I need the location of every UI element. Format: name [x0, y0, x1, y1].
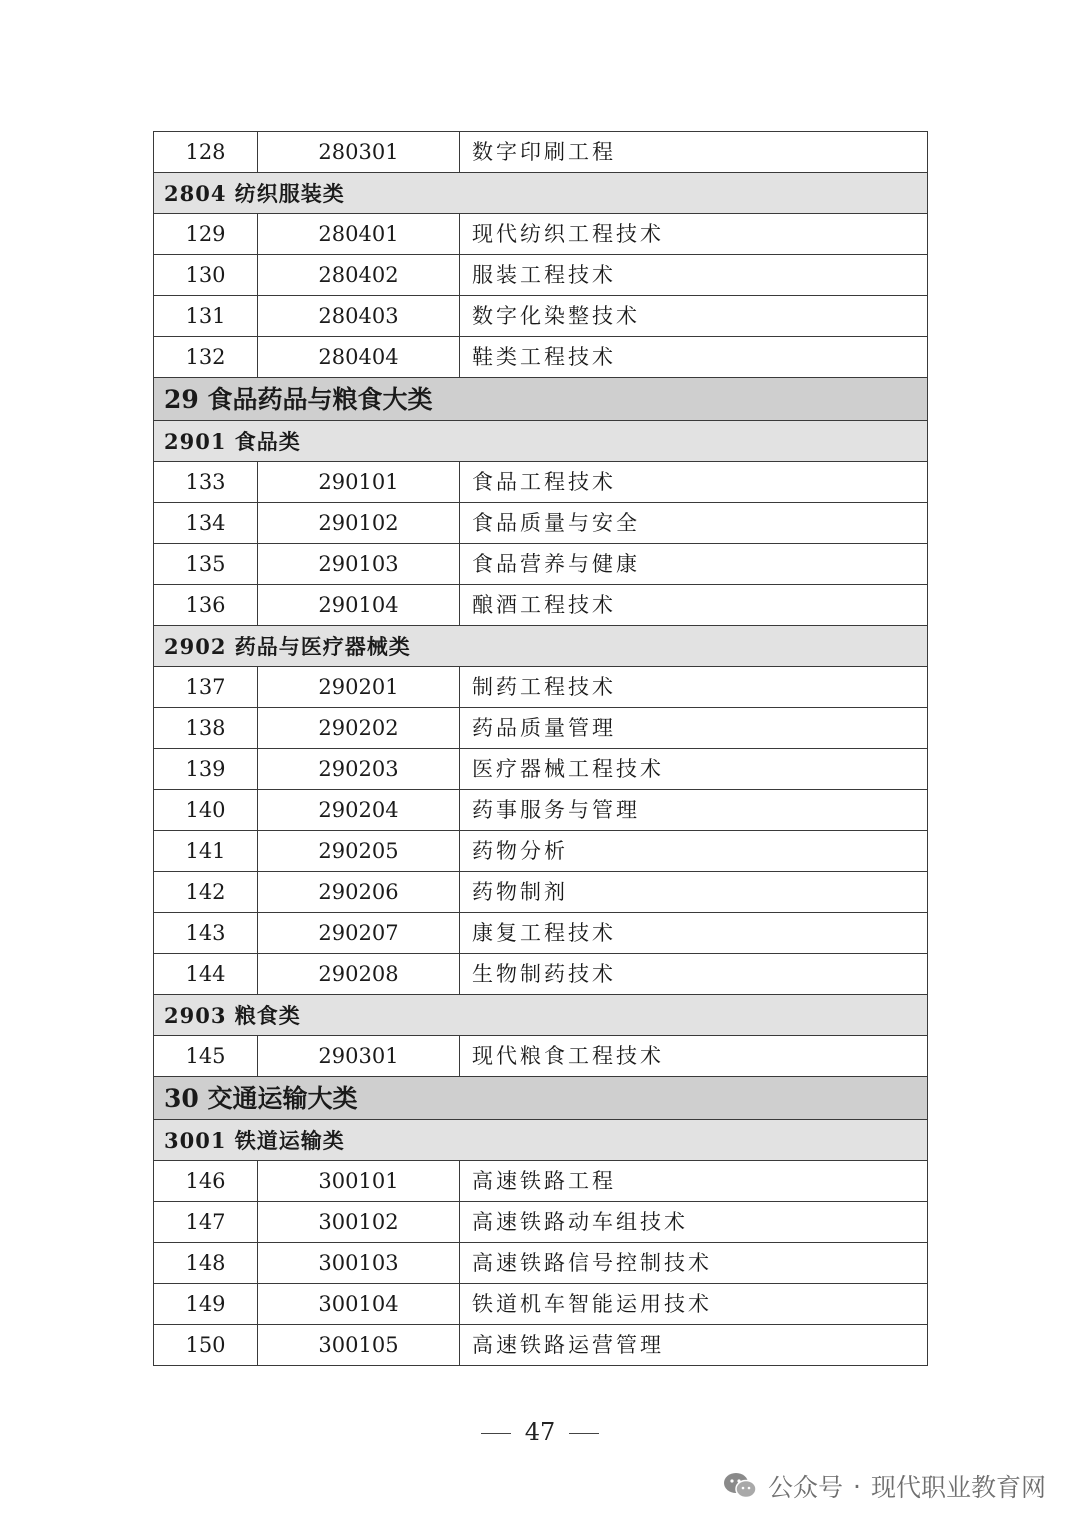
table-row	[154, 503, 928, 544]
major-name: 康复工程技术	[460, 913, 928, 954]
major-code: 290207	[258, 913, 460, 954]
row-number: 137	[154, 667, 258, 708]
row-number: 141	[154, 831, 258, 872]
wechat-icon	[722, 1471, 758, 1501]
row-number: 129	[154, 214, 258, 255]
table-row	[154, 585, 928, 626]
row-number: 147	[154, 1202, 258, 1243]
table-row	[154, 749, 928, 790]
major-name: 医疗器械工程技术	[460, 749, 928, 790]
major-name: 高速铁路工程	[460, 1161, 928, 1202]
major-code: 280402	[258, 255, 460, 296]
table-row	[154, 462, 928, 503]
major-name: 数字化染整技术	[460, 296, 928, 337]
major-name: 药品质量管理	[460, 708, 928, 749]
major-category-label: 29 食品药品与粮食大类	[154, 378, 928, 421]
row-number: 136	[154, 585, 258, 626]
major-name: 制药工程技术	[460, 667, 928, 708]
major-catalog-table	[153, 131, 928, 1366]
major-code: 300102	[258, 1202, 460, 1243]
row-number: 146	[154, 1161, 258, 1202]
major-name: 铁道机车智能运用技术	[460, 1284, 928, 1325]
row-number: 140	[154, 790, 258, 831]
table-row	[154, 790, 928, 831]
row-number: 138	[154, 708, 258, 749]
major-name: 酿酒工程技术	[460, 585, 928, 626]
major-name: 高速铁路动车组技术	[460, 1202, 928, 1243]
major-category-row	[154, 378, 928, 421]
subcategory-label: 2903 粮食类	[154, 995, 928, 1036]
major-name: 高速铁路运营管理	[460, 1325, 928, 1366]
major-code: 290104	[258, 585, 460, 626]
table-row	[154, 1284, 928, 1325]
major-code: 290205	[258, 831, 460, 872]
watermark-separator: ·	[853, 1471, 861, 1501]
major-name: 现代纺织工程技术	[460, 214, 928, 255]
major-name: 药物分析	[460, 831, 928, 872]
table-row	[154, 296, 928, 337]
major-code: 290204	[258, 790, 460, 831]
major-code: 280403	[258, 296, 460, 337]
major-name: 药物制剂	[460, 872, 928, 913]
watermark	[722, 1466, 1046, 1506]
row-number: 149	[154, 1284, 258, 1325]
row-number: 128	[154, 132, 258, 173]
major-code: 300104	[258, 1284, 460, 1325]
table-row	[154, 1202, 928, 1243]
table-row	[154, 913, 928, 954]
row-number: 132	[154, 337, 258, 378]
major-code: 290103	[258, 544, 460, 585]
major-code: 290101	[258, 462, 460, 503]
major-name: 数字印刷工程	[460, 132, 928, 173]
footer-dash-left	[481, 1433, 511, 1434]
table-body	[154, 132, 928, 1366]
subcategory-row	[154, 1120, 928, 1161]
major-code: 290201	[258, 667, 460, 708]
major-code: 290208	[258, 954, 460, 995]
table-row	[154, 337, 928, 378]
subcategory-label: 2804 纺织服装类	[154, 173, 928, 214]
table-row	[154, 1036, 928, 1077]
row-number: 150	[154, 1325, 258, 1366]
major-name: 生物制药技术	[460, 954, 928, 995]
row-number: 148	[154, 1243, 258, 1284]
table-row	[154, 544, 928, 585]
subcategory-row	[154, 995, 928, 1036]
major-code: 300103	[258, 1243, 460, 1284]
major-code: 290202	[258, 708, 460, 749]
row-number: 143	[154, 913, 258, 954]
major-code: 290102	[258, 503, 460, 544]
subcategory-row	[154, 421, 928, 462]
major-code: 290203	[258, 749, 460, 790]
page-number: 47	[524, 1418, 556, 1446]
subcategory-row	[154, 626, 928, 667]
major-code: 290206	[258, 872, 460, 913]
subcategory-label: 2902 药品与医疗器械类	[154, 626, 928, 667]
row-number: 144	[154, 954, 258, 995]
major-name: 药事服务与管理	[460, 790, 928, 831]
major-code: 280404	[258, 337, 460, 378]
subcategory-row	[154, 173, 928, 214]
major-category-row	[154, 1077, 928, 1120]
subcategory-label: 3001 铁道运输类	[154, 1120, 928, 1161]
table-row	[154, 831, 928, 872]
table-row	[154, 214, 928, 255]
subcategory-label: 2901 食品类	[154, 421, 928, 462]
major-name: 食品工程技术	[460, 462, 928, 503]
major-name: 高速铁路信号控制技术	[460, 1243, 928, 1284]
table-row	[154, 872, 928, 913]
major-code: 280301	[258, 132, 460, 173]
row-number: 142	[154, 872, 258, 913]
row-number: 134	[154, 503, 258, 544]
footer-dash-right	[569, 1433, 599, 1434]
major-name: 鞋类工程技术	[460, 337, 928, 378]
row-number: 135	[154, 544, 258, 585]
major-name: 服装工程技术	[460, 255, 928, 296]
major-code: 300101	[258, 1161, 460, 1202]
row-number: 133	[154, 462, 258, 503]
table-row	[154, 708, 928, 749]
watermark-platform: 公众号	[768, 1473, 844, 1502]
row-number: 131	[154, 296, 258, 337]
row-number: 139	[154, 749, 258, 790]
major-name: 食品营养与健康	[460, 544, 928, 585]
page-footer	[0, 1418, 1080, 1446]
major-code: 280401	[258, 214, 460, 255]
major-category-label: 30 交通运输大类	[154, 1077, 928, 1120]
table-row	[154, 1161, 928, 1202]
major-code: 290301	[258, 1036, 460, 1077]
table-row	[154, 1243, 928, 1284]
row-number: 130	[154, 255, 258, 296]
table-row	[154, 954, 928, 995]
watermark-account: 现代职业教育网	[870, 1473, 1046, 1502]
table-row	[154, 1325, 928, 1366]
table-row	[154, 667, 928, 708]
major-code: 300105	[258, 1325, 460, 1366]
table-row	[154, 132, 928, 173]
row-number: 145	[154, 1036, 258, 1077]
major-name: 现代粮食工程技术	[460, 1036, 928, 1077]
major-name: 食品质量与安全	[460, 503, 928, 544]
table-row	[154, 255, 928, 296]
